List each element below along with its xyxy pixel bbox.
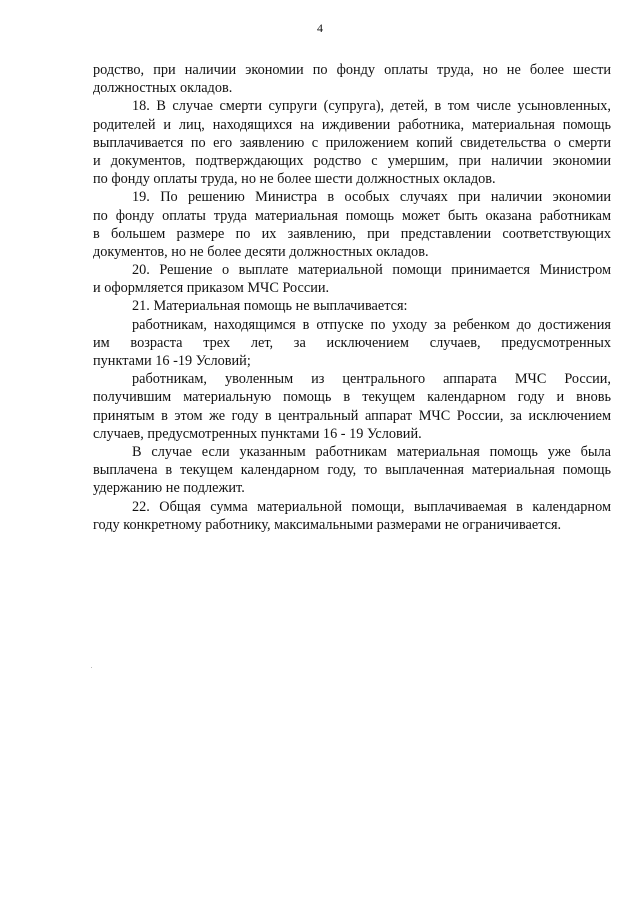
text-line: 21. Материальная помощь не выплачивается: — [132, 298, 408, 315]
text-line: родителей и лиц, находящихся на иждивении работника, материальная помощь — [93, 116, 611, 133]
text-line: выплачена в текущем календарном году, то выплаченная материальная помощь — [93, 462, 611, 479]
text-line: им возраста трех лет, за исключением случаев, предусмотренных — [93, 334, 611, 351]
text-line: должностных окладов. — [93, 80, 233, 97]
text-line: в большем размере по их заявлению, при представлении соответствующих — [93, 225, 611, 242]
scan-artifact — [91, 667, 92, 668]
text-line: 19. По решению Министра в особых случаях при наличии экономии — [132, 189, 611, 206]
text-line: принятым в этом же году в центральный аппарат МЧС России, за исключением — [93, 407, 611, 424]
page-number: 4 — [317, 21, 323, 35]
text-line: году конкретному работнику, максимальными размерами не ограничивается. — [93, 516, 562, 533]
text-line: выплачивается по его заявлению с приложением копий свидетельства о смерти — [93, 134, 611, 151]
text-line: и документов, подтверждающих родство с умершим, при наличии экономии — [93, 152, 611, 169]
text-line: работникам, уволенным из центрального аппарата МЧС России, — [132, 371, 611, 388]
text-line: случаев, предусмотренных пунктами 16 - 19 Условий. — [93, 425, 422, 442]
text-line: 22. Общая сумма материальной помощи, выплачиваемая в календарном — [132, 498, 611, 515]
text-line: работникам, находящимся в отпуске по уходу за ребенком до достижения — [132, 316, 611, 333]
text-line: получившим материальную помощь в текущем календарном году и вновь — [93, 389, 611, 406]
document-body — [93, 61, 611, 534]
text-line: 20. Решение о выплате материальной помощи принимается Министром — [132, 262, 611, 279]
text-line: В случае если указанным работникам материальная помощь уже была — [132, 443, 611, 460]
text-line: удержанию не подлежит. — [93, 480, 245, 497]
text-line: документов, но не более десяти должностных окладов. — [93, 243, 429, 260]
text-line: родство, при наличии экономии по фонду оплаты труда, но не более шести — [93, 62, 611, 78]
text-line: пунктами 16 -19 Условий; — [93, 353, 251, 369]
text-line: по фонду оплаты труда, но не более шести должностных окладов. — [93, 171, 496, 188]
text-line: и оформляется приказом МЧС России. — [93, 280, 330, 297]
text-line: по фонду оплаты труда материальная помощь может быть оказана работникам — [93, 207, 611, 224]
text-line: 18. В случае смерти супруги (супруга), детей, в том числе усыновленных, — [132, 98, 611, 115]
